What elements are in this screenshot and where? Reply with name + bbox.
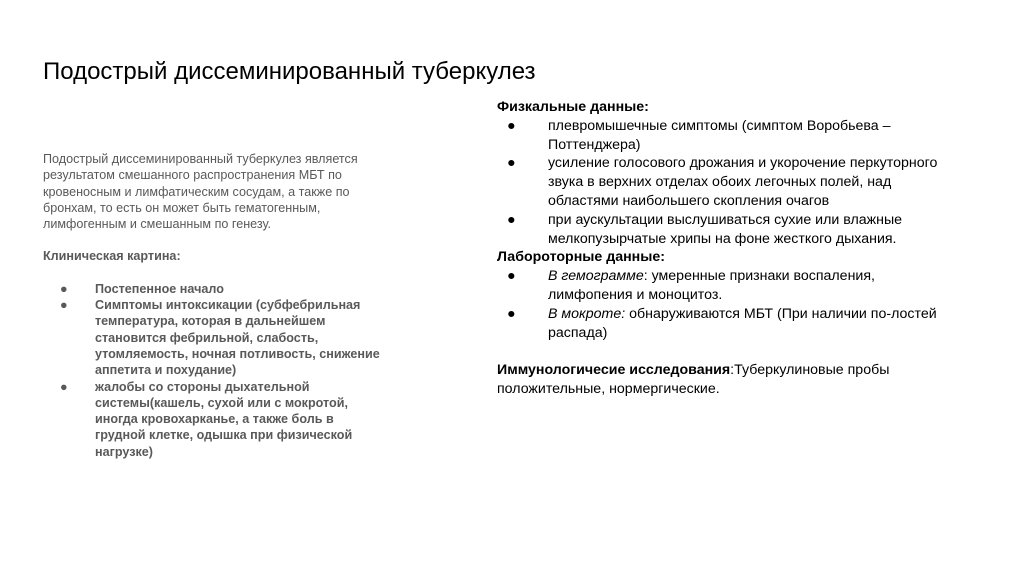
list-item-text: усиление голосового дрожания и укорочение перкуторного звука в верхних отделах обоих легочных полей, над областями наибольшего скопления очагов: [548, 155, 938, 209]
list-item-text: плевромышечные симптомы (симптом Воробьева – Поттенджера): [548, 117, 891, 153]
immunology-paragraph: [497, 361, 957, 399]
list-item-text: жалобы со стороны дыхательной системы(кашель, сухой или с мокротой, иногда кровохарканье, а также боль в грудной клетке, одышка при физической нагрузке): [95, 379, 353, 459]
intro-paragraph: Подострый диссеминированный туберкулез является результатом смешанного распространения МБТ по кровеносным и лимфатическим сосудам, а также по бронхам, то есть он может быть гематогенным, лимфогенным и смешанным по генезу.: [43, 152, 358, 232]
immunology-heading: Иммунологичесие исследования: [497, 362, 731, 379]
left-column: [43, 151, 383, 460]
lab-heading: Лабороторные данные:: [497, 249, 665, 266]
bullet-icon: ●: [507, 305, 516, 322]
list-item-label: В мокроте:: [548, 305, 626, 322]
lab-list: [497, 267, 957, 342]
bullet-icon: ●: [507, 155, 516, 172]
clinical-heading: Клиническая картина:: [43, 249, 181, 264]
list-item: [43, 379, 383, 460]
bullet-icon: ●: [60, 379, 68, 394]
list-item: [43, 297, 383, 378]
list-item: [497, 117, 957, 155]
list-item: [497, 211, 957, 249]
slide-title: Подострый диссеминированный туберкулез: [43, 58, 536, 85]
list-item-text: обнаруживаются МБТ (При наличии по-лостей распада): [548, 305, 937, 341]
list-item-text: Постепенное начало: [95, 281, 224, 296]
list-item-text: при аускультации выслушиваться сухие или влажные мелкопузырчатые хрипы на фоне жесткого дыхания.: [548, 211, 903, 247]
clinical-list: [43, 281, 383, 460]
list-item-text: Симптомы интоксикации (субфебрильная температура, которая в дальнейшем становится фебрильной, слабость, утомляемость, ночная потливость, снижение аппетита и похудание): [95, 298, 380, 378]
bullet-icon: ●: [507, 211, 516, 228]
bullet-icon: ●: [60, 281, 68, 296]
immunology-text: :Туберкулиновые пробы положительные, нормергические.: [497, 362, 890, 398]
list-item-label: В гемограмме: [548, 268, 644, 285]
physical-heading: Физкальные данные:: [497, 99, 649, 115]
list-item: [497, 267, 957, 305]
list-item: [43, 281, 383, 297]
bullet-icon: ●: [507, 117, 516, 134]
bullet-icon: ●: [60, 298, 68, 313]
list-item: [497, 154, 957, 210]
list-item-text: : умеренные признаки воспаления, лимфопения и моноцитоз.: [548, 268, 875, 303]
physical-list: [497, 117, 957, 249]
list-item: [497, 305, 957, 343]
bullet-icon: ●: [507, 268, 516, 285]
right-column: [497, 98, 957, 399]
